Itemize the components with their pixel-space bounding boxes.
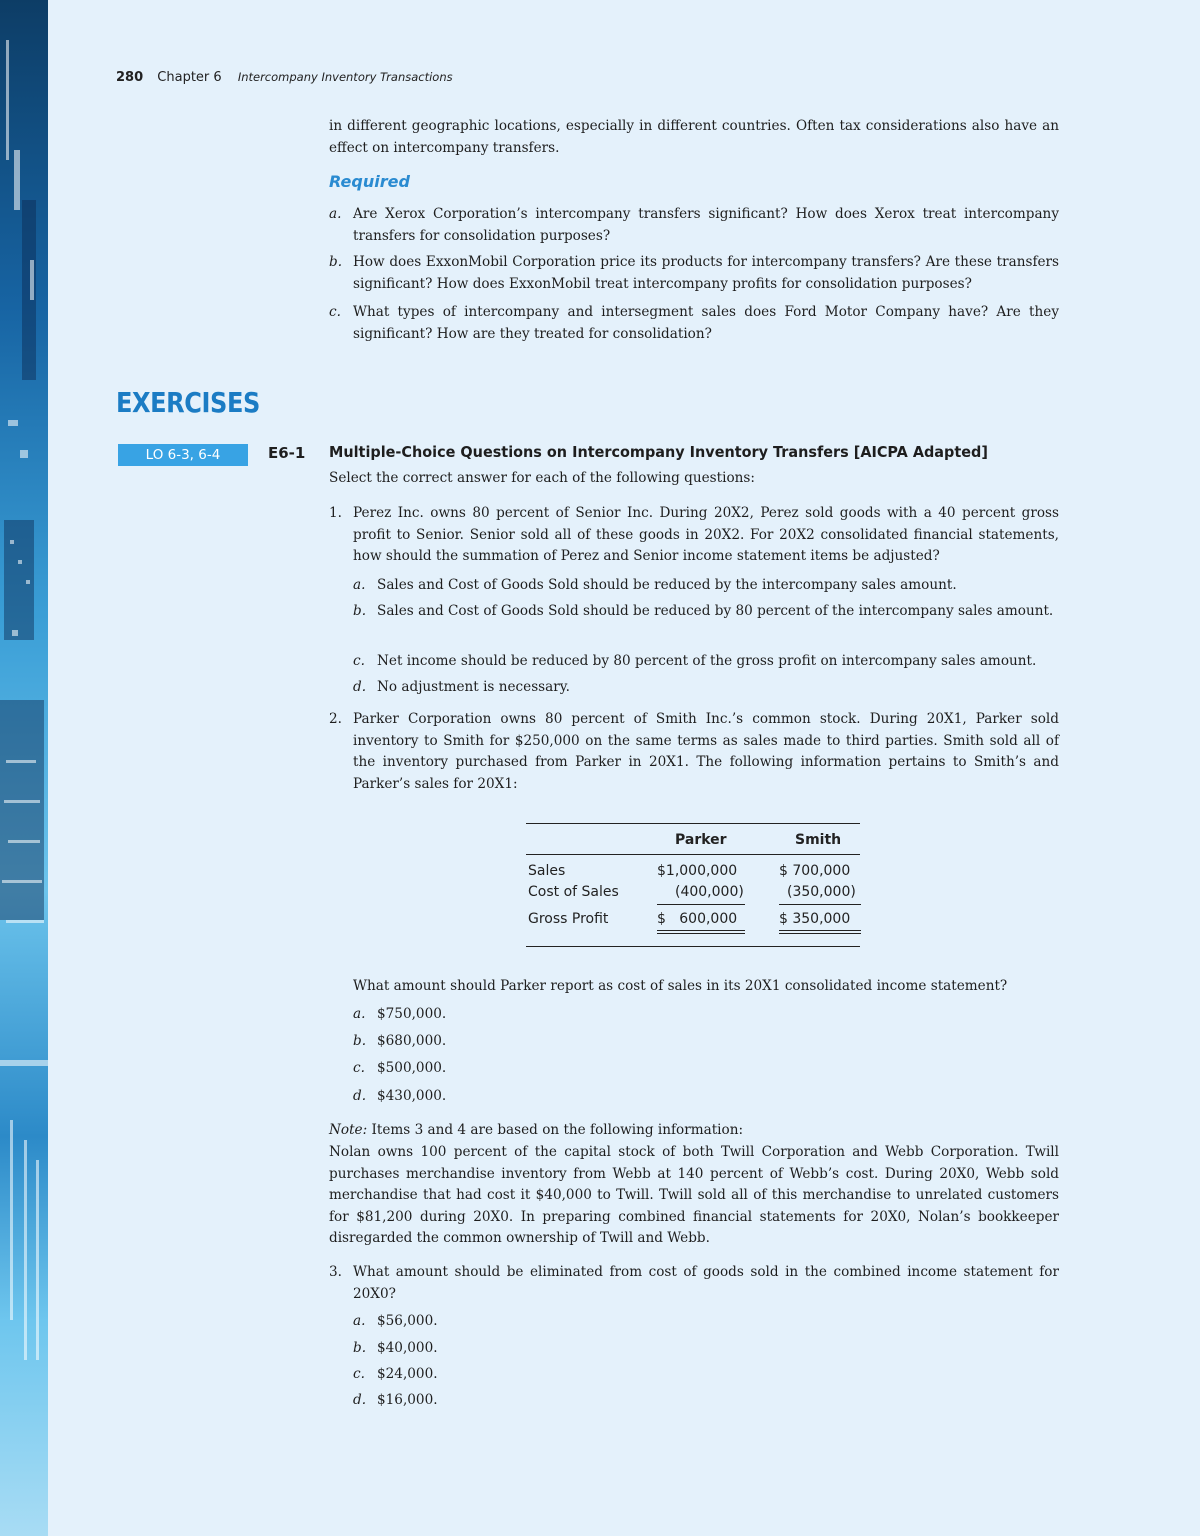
note-text: Items 3 and 4 are based on the following information: (371, 1122, 744, 1138)
option-text: $16,000. (377, 1392, 438, 1408)
cell-smith-cost: (350,000) (787, 884, 856, 900)
row-label-cost-of-sales: Cost of Sales (528, 884, 619, 900)
option-label: a. (353, 1313, 366, 1329)
row-label-sales: Sales (528, 863, 566, 879)
row-label-gross-profit: Gross Profit (528, 911, 609, 927)
note-line (329, 1120, 1059, 1142)
option-label: d. (353, 1088, 367, 1104)
option-text: $430,000. (377, 1088, 447, 1104)
q1-option-b (353, 601, 1059, 623)
q2-option-d (353, 1086, 653, 1108)
cell-parker-gross: $ 600,000 (657, 911, 738, 927)
option-label: c. (353, 1060, 365, 1076)
page-number: 280 (116, 70, 144, 85)
question-number: 2. (329, 711, 342, 727)
decorative-side-strip (0, 0, 48, 1536)
q1-option-a (353, 575, 1059, 597)
item-text: Are Xerox Corporation’s intercompany transfers significant? How does Xerox treat intercompany transfers for consolidation purposes? (353, 206, 1059, 244)
question-text: Parker Corporation owns 80 percent of Smith Inc.’s common stock. During 20X1, Parker sold inventory to Smith for $250,000 on the same terms as sales made to third parties. Smith sold all of the inventory purchased from Parker in 20X1. The following information pertains to Smith’s and Parker’s sales for 20X1: (353, 711, 1059, 792)
question-text: What amount should be eliminated from cost of goods sold in the combined income statement for 20X0? (353, 1264, 1059, 1302)
item-text: What types of intercompany and intersegment sales does Ford Motor Company have? Are they significant? How are they treated for consolidation? (353, 304, 1059, 342)
note-body: Nolan owns 100 percent of the capital stock of both Twill Corporation and Webb Corporation. Twill purchases merchandise inventory from Webb at 140 percent of Webb’s cost. During 20X0, Webb sold merchandise that had cost it $40,000 to Twill. Twill sold all of this merchandise to unrelated customers for $81,200 during 20X0. In preparing combined financial statements for 20X0, Nolan’s bookkeeper disregarded the common ownership of Twill and Webb. (329, 1144, 1059, 1246)
question-number: 3. (329, 1264, 342, 1280)
note-label: Note: (329, 1122, 368, 1138)
chapter-title: Intercompany Inventory Transactions (237, 70, 453, 84)
cell-parker-sales: $1,000,000 (657, 863, 738, 879)
question-1 (329, 503, 1059, 568)
option-text: Net income should be reduced by 80 percent of the gross profit on intercompany sales amount. (377, 653, 1037, 669)
option-text: $56,000. (377, 1313, 438, 1329)
option-label: c. (353, 653, 365, 669)
q3-option-b (353, 1338, 653, 1360)
required-item-b (329, 252, 1059, 295)
option-label: b. (353, 1033, 367, 1049)
q3-option-a (353, 1311, 653, 1333)
question-2-prompt: What amount should Parker report as cost of sales in its 20X1 consolidated income statement? (353, 978, 1008, 994)
q2-option-b (353, 1031, 653, 1053)
question-3 (329, 1262, 1059, 1305)
option-label: b. (353, 1340, 367, 1356)
option-label: c. (353, 1366, 365, 1382)
required-item-a (329, 204, 1059, 247)
chapter-label: Chapter 6 (157, 70, 222, 85)
option-label: a. (353, 577, 366, 593)
question-text: Perez Inc. owns 80 percent of Senior Inc. During 20X2, Perez sold goods with a 40 percent gross profit to Senior. Senior sold all of these goods in 20X2. For 20X2 consolidated financial statements, how should the summation of Perez and Senior income statement items be adjusted? (353, 505, 1059, 564)
column-header-parker: Parker (675, 832, 727, 848)
q3-option-d (353, 1390, 653, 1412)
item-label: a. (329, 206, 342, 222)
option-text: $500,000. (377, 1060, 447, 1076)
exercise-title: Multiple-Choice Questions on Intercompany Inventory Transfers [AICPA Adapted] (329, 443, 988, 461)
cell-smith-gross: $ 350,000 (779, 911, 851, 927)
option-label: d. (353, 679, 367, 695)
cell-parker-cost: (400,000) (675, 884, 744, 900)
option-text: $24,000. (377, 1366, 438, 1382)
item-label: b. (329, 254, 343, 270)
learning-objective-badge: LO 6-3, 6-4 (118, 444, 248, 466)
q1-option-c (353, 651, 1059, 673)
exercises-heading: EXERCISES (116, 386, 260, 419)
option-label: d. (353, 1392, 367, 1408)
question-number: 1. (329, 505, 342, 521)
exercise-instruction: Select the correct answer for each of the following questions: (329, 470, 755, 486)
option-label: b. (353, 603, 367, 619)
option-text: $750,000. (377, 1006, 447, 1022)
option-label: a. (353, 1006, 366, 1022)
q2-option-a (353, 1004, 653, 1026)
cell-smith-sales: $ 700,000 (779, 863, 851, 879)
item-label: c. (329, 304, 341, 320)
required-heading: Required (329, 172, 410, 191)
item-text: How does ExxonMobil Corporation price its products for intercompany transfers? Are these transfers significant? How does ExxonMobil treat intercompany profits for consolidation purposes? (353, 254, 1059, 292)
q1-option-d (353, 677, 1059, 699)
question-2 (329, 709, 1059, 795)
required-item-c (329, 302, 1059, 345)
option-text: $40,000. (377, 1340, 438, 1356)
q3-option-c (353, 1364, 653, 1386)
option-text: $680,000. (377, 1033, 447, 1049)
exercise-number: E6-1 (268, 444, 306, 462)
option-text: No adjustment is necessary. (377, 679, 570, 695)
intro-paragraph: in different geographic locations, especially in different countries. Often tax considerations also have an effect on intercompany transfers. (329, 118, 1059, 156)
q2-option-c (353, 1058, 653, 1080)
option-text: Sales and Cost of Goods Sold should be reduced by 80 percent of the intercompany sales amount. (377, 603, 1054, 619)
option-text: Sales and Cost of Goods Sold should be reduced by the intercompany sales amount. (377, 577, 957, 593)
running-header (116, 70, 453, 85)
column-header-smith: Smith (795, 832, 842, 848)
